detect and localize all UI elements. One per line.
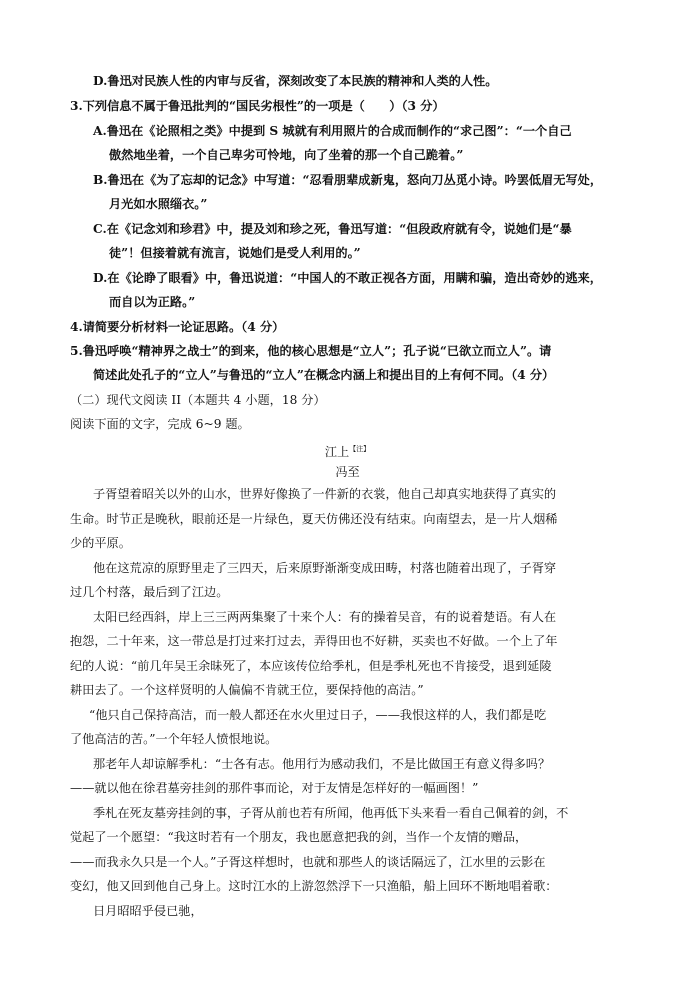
- q3-option-d-line1: D.在《论睁了眼看》中，鲁迅说道：“中国人的不敢正视各方面，用瞒和骗，造出奇妙的逃来，: [93, 271, 602, 285]
- article-line: 过几个村落，最后到了江边。: [70, 585, 229, 599]
- article-line: 那老年人却谅解季札：“士各有志。他用行为感动我们，不是比做国王有意义得多吗？: [93, 757, 551, 771]
- article-line: 日月昭昭乎侵已驰，: [93, 904, 203, 918]
- article-author: 冯至: [335, 465, 360, 479]
- article-title-text: 江上: [324, 445, 350, 460]
- article-line: 太阳已经西斜，岸上三三两两集聚了十来个人：有的操着吴音，有的说着楚语。有人在: [93, 610, 557, 624]
- q3-option-b-line2: 月光如水照缁衣。”: [109, 197, 208, 211]
- article-line: 变幻，他又回到他自己身上。这时江水的上游忽然浮下一只渔船，船上回环不断地唱着歌：: [70, 879, 558, 893]
- article-line: “他只自己保持高洁，而一般人都还在水火里过日子，——我恨这样的人，我们都是吃: [89, 708, 547, 722]
- article-note-mark: 【注】: [349, 445, 371, 453]
- article-line: ——就以他在徐君墓旁挂剑的那件事而论，对于友情是怎样好的一幅画图！”: [70, 781, 479, 795]
- article-line: 少的平原。: [70, 536, 131, 550]
- article-title: [0, 440, 695, 461]
- article-line: 觉起了一个愿望：“我这时若有一个朋友，我也愿意把我的剑，当作一个友情的赠品，: [70, 830, 528, 844]
- q3-option-c-line1: C.在《记念刘和珍君》中，提及刘和珍之死，鲁迅写道：“但段政府就有令，说她们是“暴: [93, 222, 572, 236]
- section-heading: （二）现代文阅读 II（本题共 4 小题，18 分）: [70, 393, 326, 407]
- article-line: 纪的人说：“前几年吴王余昧死了，本应该传位给季札，但是季札死也不肯接受，退到延陵: [70, 659, 552, 673]
- q2-option-d: D.鲁迅对民族人性的内审与反省，深刻改变了本民族的精神和人类的人性。: [93, 74, 498, 88]
- article-line: 耕田去了。一个这样贤明的人偏偏不肯就王位，要保持他的高洁。”: [70, 683, 424, 697]
- q3-option-d-line2: 而自以为正路。”: [109, 295, 196, 309]
- q4-stem: 4.请简要分析材料一论证思路。（4 分）: [70, 320, 285, 334]
- article-line: 子胥望着昭关以外的山水，世界好像换了一件新的衣裳，他自己却真实地获得了真实的: [93, 487, 557, 501]
- q3-stem: 3.下列信息不属于鲁迅批判的“国民劣根性”的一项是（ ）（3 分）: [70, 99, 445, 113]
- q5-line1: 5.鲁迅呼唤“精神界之战士”的到来，他的核心思想是“立人”；孔子说“已欲立而立人”。请: [70, 344, 552, 358]
- q3-option-b-line1: B.鲁迅在《为了忘却的记念》中写道：“忍看朋辈成新鬼，怒向刀丛觅小诗。吟罢低眉无写处，: [93, 173, 603, 187]
- q5-line2: 简述此处孔子的“立人”与鲁迅的“立人”在概念内涵上和提出目的上有何不同。（4 分）: [93, 368, 555, 382]
- section-instruction: 阅读下面的文字，完成 6~9 题。: [70, 417, 250, 431]
- q3-option-a-line1: A.鲁迅在《论照相之类》中提到 S 城就有利用照片的合成而制作的“求己图”：“一个自己: [93, 124, 572, 138]
- article-line: 季札在死友墓旁挂剑的事，子胥从前也若有所闻，他再低下头来看一看自己佩着的剑，不: [93, 806, 569, 820]
- article-line: ——而我永久只是一个人。”子胥这样想时，也就和那些人的谈话隔远了，江水里的云影在: [70, 855, 546, 869]
- q3-option-c-line2: 徒”！但接着就有流言，说她们是受人利用的。”: [109, 246, 361, 260]
- article-line: 他在这荒凉的原野里走了三四天，后来原野渐渐变成田畴，村落也随着出现了，子胥穿: [93, 561, 557, 575]
- article-line: 了他高洁的苦。”一个年轻人愤恨地说。: [70, 732, 278, 746]
- article-line: 生命。时节正是晚秋，眼前还是一片绿色，夏天仿佛还没有结束。向南望去，是一片人烟稀: [70, 512, 558, 526]
- q3-option-a-line2: 傲然地坐着，一个自己卑劣可怜地，向了坐着的那一个自己跪着。”: [109, 148, 464, 162]
- article-line: 抱怨，二十年来，这一带总是打过来打过去，弄得田也不好耕，买卖也不好做。一个上了年: [70, 634, 558, 648]
